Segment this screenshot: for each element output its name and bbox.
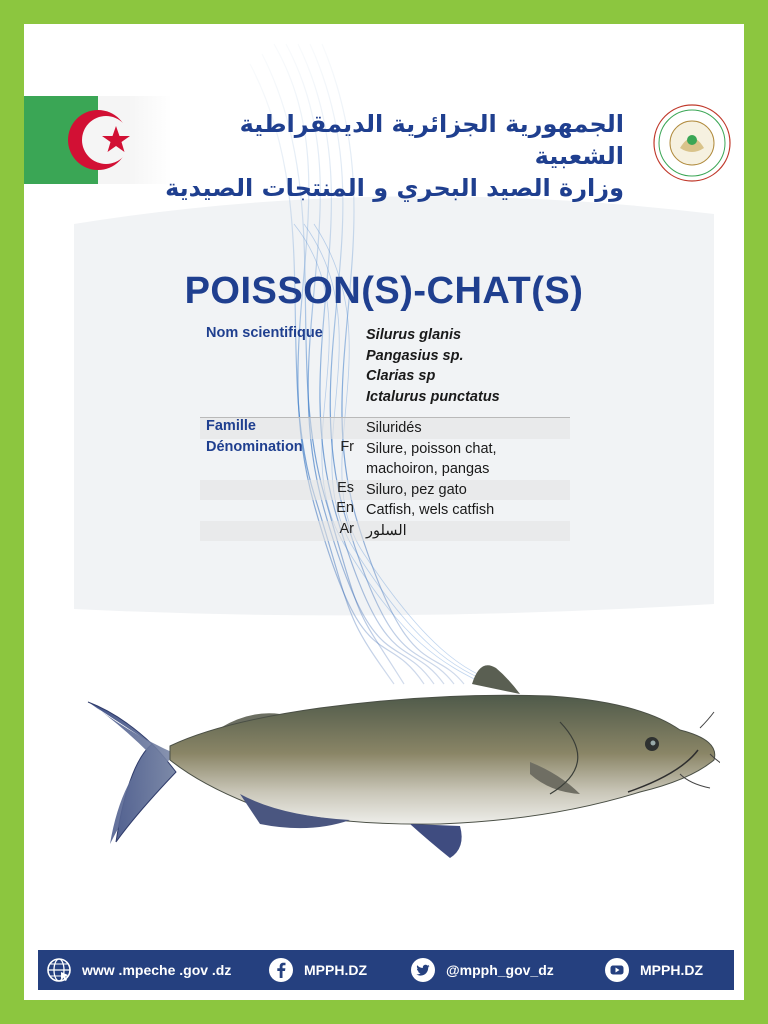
family-value: Siluridés [366, 420, 422, 436]
youtube-icon [604, 957, 630, 983]
species-info-table [200, 322, 570, 541]
youtube-link[interactable] [604, 957, 703, 983]
twitter-link[interactable] [410, 957, 554, 983]
denomination-row-es [200, 480, 570, 501]
scientific-name: Silurus glanis [366, 327, 462, 343]
family-row [200, 417, 570, 439]
ministry-emblem-icon [644, 98, 740, 188]
denomination-value: السلور [366, 522, 407, 539]
family-label: Famille [206, 418, 256, 434]
republic-name: الجمهورية الجزائرية الديمقراطية الشعبية [239, 110, 624, 170]
facebook-link[interactable] [268, 957, 367, 983]
contact-footer [38, 950, 734, 990]
denomination-value: Catfish, wels catfish [366, 502, 495, 518]
denomination-row-en [200, 500, 570, 521]
lang-code: Fr [340, 438, 354, 455]
ministry-name: وزارة الصيد البحري و المنتجات الصيدية [165, 174, 624, 202]
scientific-name: Ictalurus punctatus [366, 388, 500, 405]
scientific-name: Pangasius sp. [366, 347, 464, 364]
denomination-value: Siluro, pez gato [366, 481, 467, 498]
website-text: www .mpeche .gov .dz [82, 962, 232, 978]
facebook-icon [268, 957, 294, 983]
lang-code: Es [337, 479, 354, 496]
twitter-icon [410, 957, 436, 983]
fact-sheet-page [24, 24, 744, 1000]
scientific-names [360, 322, 570, 417]
lang-code: En [336, 500, 354, 516]
denomination-value: Silure, poisson chat, machoiron, pangas [366, 440, 497, 477]
denomination-row-ar [200, 521, 570, 542]
denomination-label: Dénomination [206, 438, 303, 455]
scientific-name-label: Nom scientifique [206, 325, 323, 341]
globe-icon [46, 957, 72, 983]
page-title: POISSON(S)-CHAT(S) [184, 270, 584, 312]
facebook-text: MPPH.DZ [304, 962, 367, 978]
twitter-text: @mpph_gov_dz [446, 962, 554, 978]
scientific-name: Clarias sp [366, 368, 436, 384]
denomination-row-fr [200, 439, 570, 480]
lang-code: Ar [339, 520, 354, 537]
scientific-name-row [200, 322, 570, 417]
youtube-text: MPPH.DZ [640, 962, 703, 978]
ministry-header [154, 108, 624, 204]
algerian-flag-icon [24, 96, 172, 184]
catfish-illustration [80, 644, 720, 864]
website-link[interactable] [46, 957, 231, 983]
